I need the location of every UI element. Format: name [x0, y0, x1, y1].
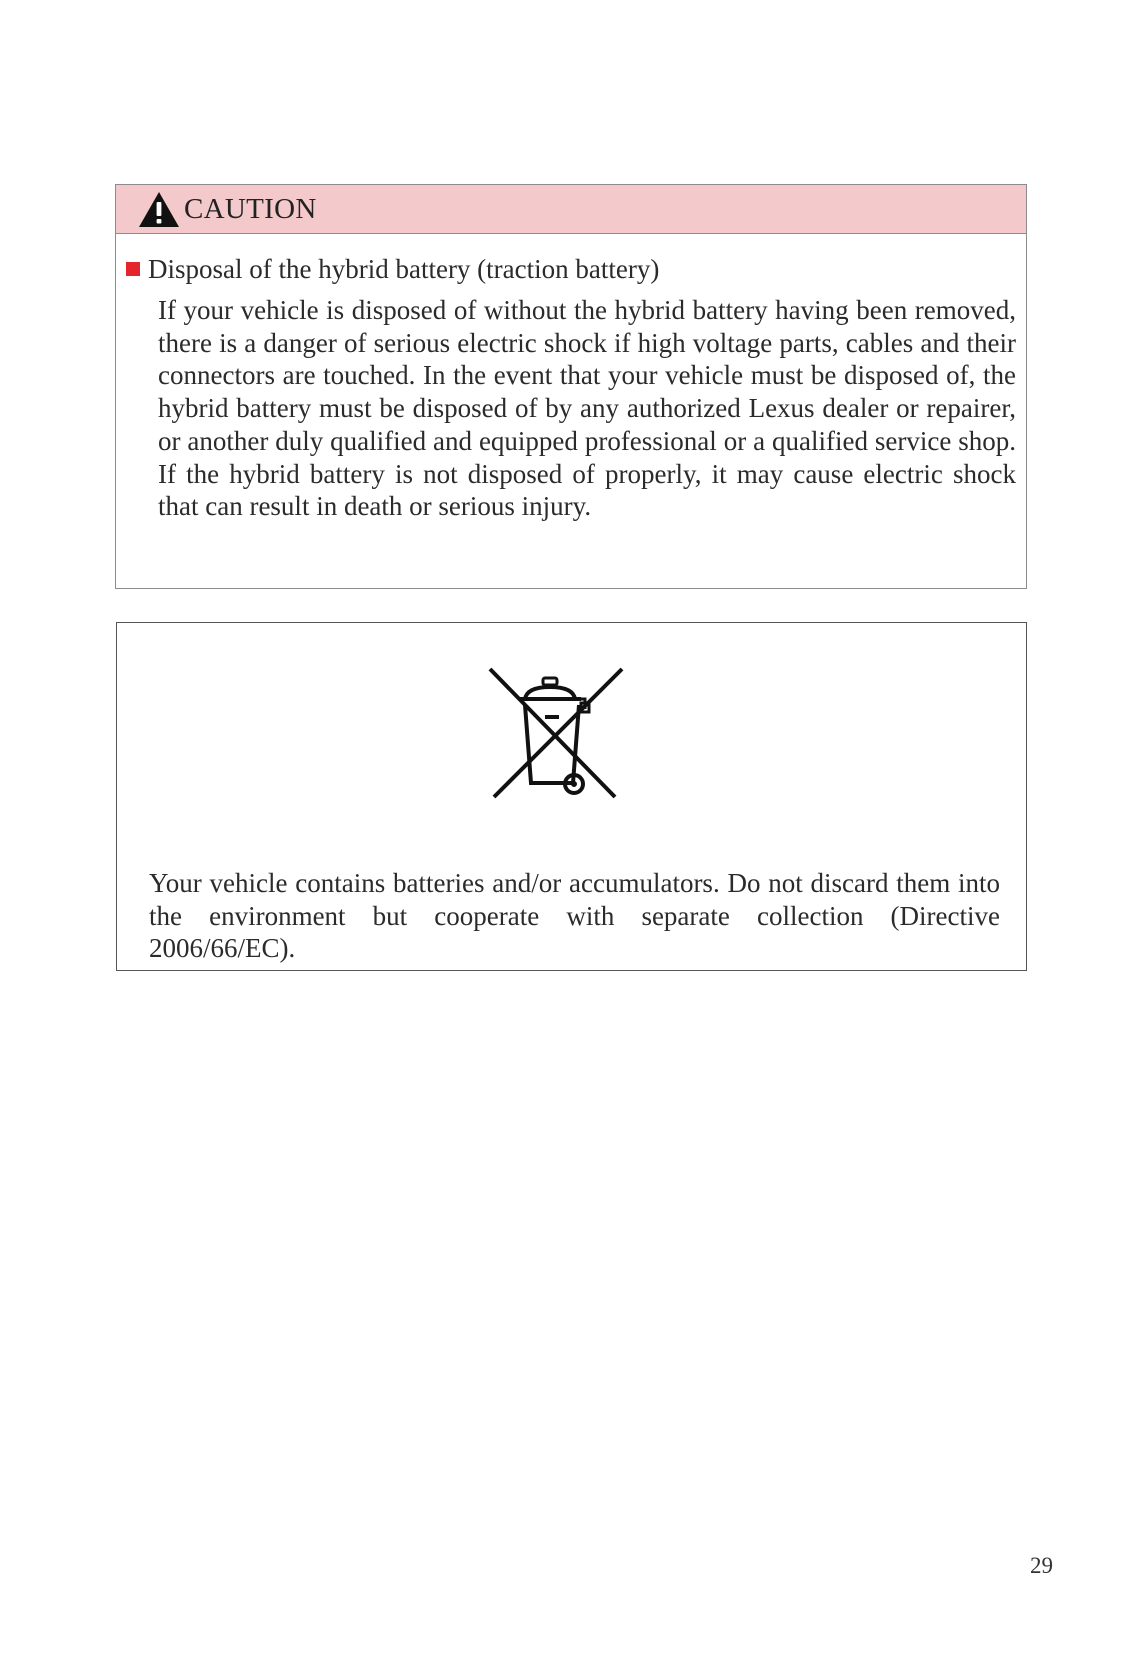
red-square-bullet-icon — [126, 262, 140, 276]
caution-body — [116, 234, 1026, 523]
notice-box — [116, 622, 1027, 971]
notice-text: Your vehicle contains batteries and/or accumulators. Do not discard them into the environment but cooperate with separate collection (Directive 2006/66/EC). — [149, 868, 1000, 963]
caution-heading — [126, 252, 1016, 286]
crossed-out-wheelie-bin-icon — [487, 665, 627, 805]
caution-text: If your vehicle is disposed of without the hybrid battery having been removed, there is a danger of serious electric shock if high voltage parts, cables and their connectors are touched. In the event that your vehicle must be disposed of, the hybrid battery must be disposed of by any authorized Lexus dealer or repairer, or another duly qualified and equipped professional or a qualified service shop. If the hybrid battery is not disposed of properly, it may cause electric shock that can result in death or serious injury. — [158, 295, 1016, 522]
warning-triangle-icon — [138, 191, 180, 228]
caution-heading-text: Disposal of the hybrid battery (traction battery) — [148, 254, 660, 284]
page-number: 29 — [1030, 1553, 1053, 1578]
caution-title: CAUTION — [184, 192, 317, 225]
caution-box — [115, 184, 1027, 589]
caution-header — [116, 185, 1026, 234]
